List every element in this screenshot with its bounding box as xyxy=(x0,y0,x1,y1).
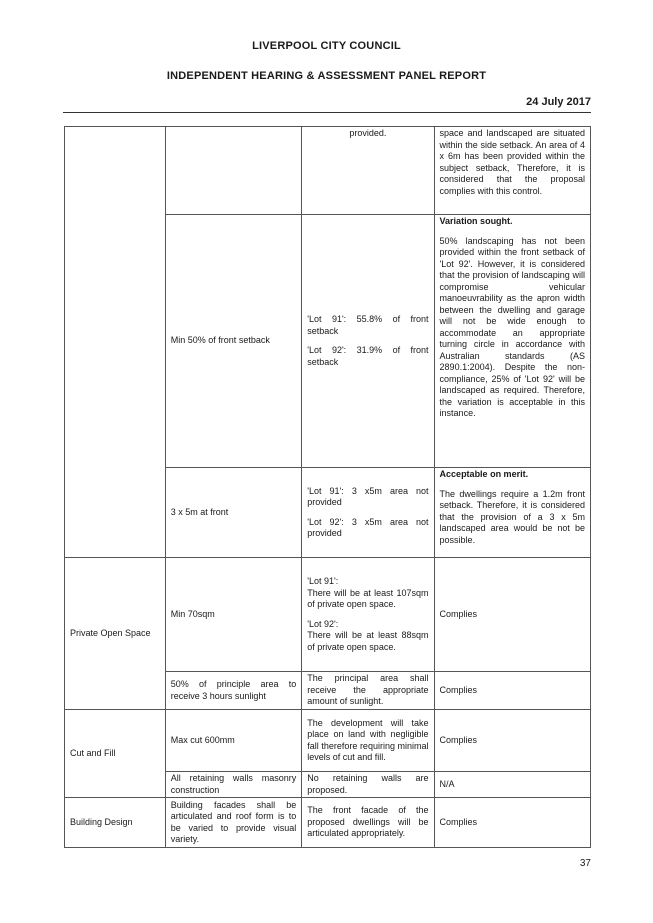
proposal-cell: 'Lot 91': 3 x5m area not provided 'Lot 92': 3 x5m area not provided xyxy=(302,468,434,558)
proposal-cell: No retaining walls are proposed. xyxy=(302,772,434,798)
control-cell: Min 70sqm xyxy=(165,558,301,672)
table-row xyxy=(65,798,591,848)
control-cell xyxy=(165,127,301,215)
proposal-cell: The principal area shall receive the appropriate amount of sunlight. xyxy=(302,672,434,710)
control-cell: Building facades shall be articulated and roof form is to be varied to provide visual variety. xyxy=(165,798,301,848)
proposal-cell: provided. xyxy=(302,127,434,215)
table-row xyxy=(65,710,591,772)
page-number: 37 xyxy=(579,858,591,869)
control-cell: 3 x 5m at front xyxy=(165,468,301,558)
report-date: 24 July 2017 xyxy=(526,96,591,108)
comment-title: Acceptable on merit. xyxy=(439,469,529,479)
comment-cell: space and landscaped are situated within the side setback. An area of 4 x 6m has been provided within the subject setback, Therefore, it is considered that the proposal complies with this control. xyxy=(434,127,590,215)
compliance-table xyxy=(64,126,591,848)
comment-cell: Acceptable on merit. The dwellings require a 1.2m front setback. Therefore, it is considered that the provision of a 3 x 5m landscaped area would be not be possible. xyxy=(434,468,590,558)
comment-cell: Complies xyxy=(434,710,590,772)
header-divider xyxy=(63,112,591,113)
comment-cell: Complies xyxy=(434,798,590,848)
table-row xyxy=(65,558,591,672)
comment-cell: N/A xyxy=(434,772,590,798)
category-cell: Building Design xyxy=(65,798,166,848)
comment-cell: Complies xyxy=(434,672,590,710)
control-cell: Max cut 600mm xyxy=(165,710,301,772)
category-cell-blank xyxy=(65,127,166,558)
comment-cell: Complies xyxy=(434,558,590,672)
comment-cell: Variation sought. 50% landscaping has not been provided within the front setback of 'Lot 92'. However, it is considered that the provision of landscaping will compromise vehicular manoeuvrability as the apron width between the dwelling and garage will not be wide enough to accommodate an appropriate turning circle in accordance with Australian standards (AS 2890.1:2004). Despite the non-compliance, 25% of 'Lot 92' will be landscaped as required. Therefore, the variation is acceptable in this instance. xyxy=(434,215,590,468)
control-cell: All retaining walls masonry construction xyxy=(165,772,301,798)
proposal-cell: 'Lot 91': There will be at least 107sqm of private open space. 'Lot 92': There will be at least 88sqm of private open space. xyxy=(302,558,434,672)
proposal-cell: The development will take place on land with negligible fall therefore requiring minimal levels of cut and fill. xyxy=(302,710,434,772)
table-row xyxy=(65,127,591,215)
proposal-cell: The front facade of the proposed dwellings will be articulated appropriately. xyxy=(302,798,434,848)
proposal-cell: 'Lot 91': 55.8% of front setback 'Lot 92': 31.9% of front setback xyxy=(302,215,434,468)
comment-title: Variation sought. xyxy=(439,216,513,226)
category-cell: Private Open Space xyxy=(65,558,166,710)
report-heading: INDEPENDENT HEARING & ASSESSMENT PANEL REPORT xyxy=(166,70,487,82)
control-cell: Min 50% of front setback xyxy=(165,215,301,468)
control-cell: 50% of principle area to receive 3 hours sunlight xyxy=(165,672,301,710)
category-cell: Cut and Fill xyxy=(65,710,166,798)
council-heading: LIVERPOOL CITY COUNCIL xyxy=(252,40,401,52)
